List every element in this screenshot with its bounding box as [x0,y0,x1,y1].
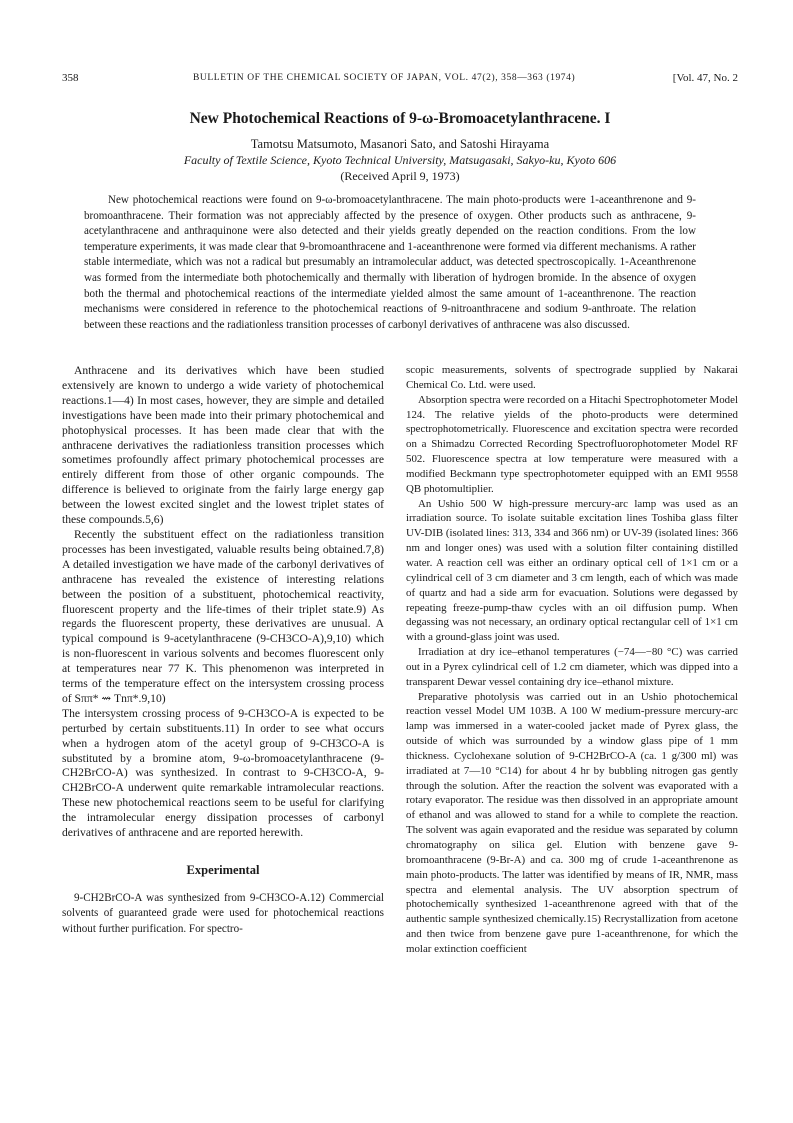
received-date: (Received April 9, 1973) [340,169,460,183]
left-column [62,364,384,938]
experimental-paragraph-absorption: Absorption spectra were recorded on a Hitachi Spectrophotometer Model 124. The relative yields of the photo-products were determined spectrophotometrically. Fluorescence and excitation spectra were recorded on a Shimadzu Corrected Recording Spectrofluorophotometer Model RF 502. Fluorescence spectra at low temperature were measured with a modified Beckmann type spectrophotometer equipped with an EMI 9558 QB photomultiplier. [406,393,738,495]
intro-paragraph-1: Anthracene and its derivatives which have been studied extensively are known to undergo a wide variety of photochemical reactions.1—4) In most cases, however, they are simple and detailed investigations have been made into their primary photochemical and photophysical processes. It has been made clear that with the anthracene derivatives the radiationless transition processes which sometimes profoundly affect primary photochemical processes are entirely different from those of other organic compounds. The difference is believed to originate from the fairly large energy gap between the lowest excited singlet and the lowest triplet states of these compounds.5,6) [62,364,384,527]
affiliation: Faculty of Textile Science, Kyoto Technical University, Matsugasaki, Sakyo-ku, Kyoto 606 [183,153,617,167]
abstract [84,193,696,333]
experimental-paragraph-1: 9-CH2BrCO-A was synthesized from 9-CH3CO-A.12) Commercial solvents of guaranteed grade were used for photochemical reactions without further purification. For spectro- [62,891,384,935]
experimental-paragraph-lamp: An Ushio 500 W high-pressure mercury-arc lamp was used as an irradiation source. To isolate suitable excitation lines Toshiba glass filter UV-DIB (isolated lines: 313, 334 and 366 nm) or UV-39 (isolated lines: 366 nm and longer ones) was used with a solution filter containing distilled water. A reaction cell was either an ordinary optical cell of 1×1 cm or a cylindrical cell of 3 cm diameter and 3 cm length, each of which was made of quartz and had a side arm for evacuation. Solutions were degassed by repeating freeze-pump-thaw cycles with an oil diffusion pump. When degassing was not necessary, an ordinary optical rectangular cell of 1×1 cm with a ground-glass joint was used. [406,497,738,644]
section-heading-experimental: Experimental [186,863,260,877]
abstract-text: New photochemical reactions were found on 9-ω-bromoacetylanthracene. The main photo-products were 1-aceanthrenone and 9-bromoanthracene. Their formation was not appreciably affected by the presence of oxygen. Other products such as anthracene, 9-acetylanthracene and anthraquinone were also detected and their yields greatly depended on the reaction conditions. From the low temperature experiments, it was made clear that 9-bromoanthracene and 1-aceanthrenone were formed via different mechanisms. A rather stable intermediate, which was not a radical but presumably an intramolecular adduct, was detected spectroscopically. 1-Aceanthrenone was formed from the intermediate both photochemically and thermally with liberation of hydrogen bromide. In the absence of oxygen both the thermal and photochemical reactions of the intermediate yielded almost the same amount of 1-aceanthrenone. The reaction mechanisms were considered in reference to the photochemical reactions of 9-nitroanthracene and sodium 9-anthroate. The relation between these reactions and the radiationless transition processes of carbonyl derivatives of anthracene was also discussed. [84,194,696,331]
experimental-paragraph-irradiation: Irradiation at dry ice–ethanol temperatures (−74—−80 °C) was carried out in a Pyrex cylindrical cell of 1.2 cm diameter, which was dipped into a transparent Dewar vessel containing dry ice–ethanol mixture. [406,646,738,688]
experimental-continued: scopic measurements, solvents of spectrograde supplied by Nakarai Chemical Co. Ltd. were used. [406,364,738,391]
author-list: Tamotsu Matsumoto, Masanori Sato, and Satoshi Hirayama [250,137,550,151]
intro-paragraph-3: The intersystem crossing process of 9-CH3CO-A is expected to be perturbed by certain substituents.11) In order to see what occurs when a hydrogen atom of the acetyl group of 9-CH3CO-A is substituted by a bromine atom, 9-ω-bromoacetylanthracene (9-CH2BrCO-A) was synthesized. In contrast to 9-CH3CO-A, 9-CH2BrCO-A underwent quite remarkable intramolecular reactions. These new photochemical reactions seem to be useful for clarifying the intramolecular energy dissipation processes of carbonyl derivatives of anthracene and are reported herewith. [62,706,384,840]
running-header [62,72,738,88]
experimental-paragraph-preparative: Preparative photolysis was carried out in an Ushio photochemical reaction vessel Model UM 103B. A 100 W medium-pressure mercury-arc lamp was immersed in a water-cooled jacket made of Pyrex glass, the outside of which was surrounded by a window glass pipe of 1 mm thickness. Cyclohexane solution of 9-CH2BrCO-A (ca. 1 g/300 ml) was irradiated at 7—10 °C14) for about 4 hr by bubbling nitrogen gas gently through the solution. After the reaction the solvent was evaporated with a rotary evaporator. The residue was then dissolved in an appropriate amount of ethanol and was allowed to stand for a while to complete the reaction. The solvent was again evaporated and the residue was separated by column chromatography on silica gel. Elution with benzene gave 9-bromoanthracene (9-Br-A) and ca. 300 mg of crude 1-aceanthrenone as main photo-products. The latter was identified by means of IR, NMR, mass spectra and elemental analysis. The UV absorption spectrum of photochemically synthesized 1-aceanthrenone agreed with that of the authentic sample synthesized chemically.15) Recrystallization from acetone and then twice from benzene gave pure 1-aceanthrenone, for which the molar extinction coefficient [406,690,738,955]
journal-citation: BULLETIN OF THE CHEMICAL SOCIETY OF JAPAN, VOL. 47(2), 358—363 (1974) [193,73,576,83]
page-number: 358 [62,72,79,84]
article-title: New Photochemical Reactions of 9-ω-Bromoacetylanthracene. I [189,110,611,127]
volume-label: [Vol. 47, No. 2 [672,72,738,84]
right-column [406,363,738,957]
intro-paragraph-2: Recently the substituent effect on the radiationless transition processes has been investigated, valuable results being obtained.7,8) A detailed investigation we have made of the carbonyl derivatives of anthracene has revealed the existence of interesting relations between the position of a substituent, photochemical reactivity, fluorescent property and the life-times of their triplet state.9) As regards the fluorescent property, these derivatives are unusual. A typical compound is 9-acetylanthracene (9-CH3CO-A),9,10) which is non-fluorescent in various solvents and becomes fluorescent only at temperatures near 77 K. This phenomenon was interpreted in terms of the temperature effect on the intersystem crossing process of Sππ* ⇝ Tnπ*.9,10) [62,527,384,705]
